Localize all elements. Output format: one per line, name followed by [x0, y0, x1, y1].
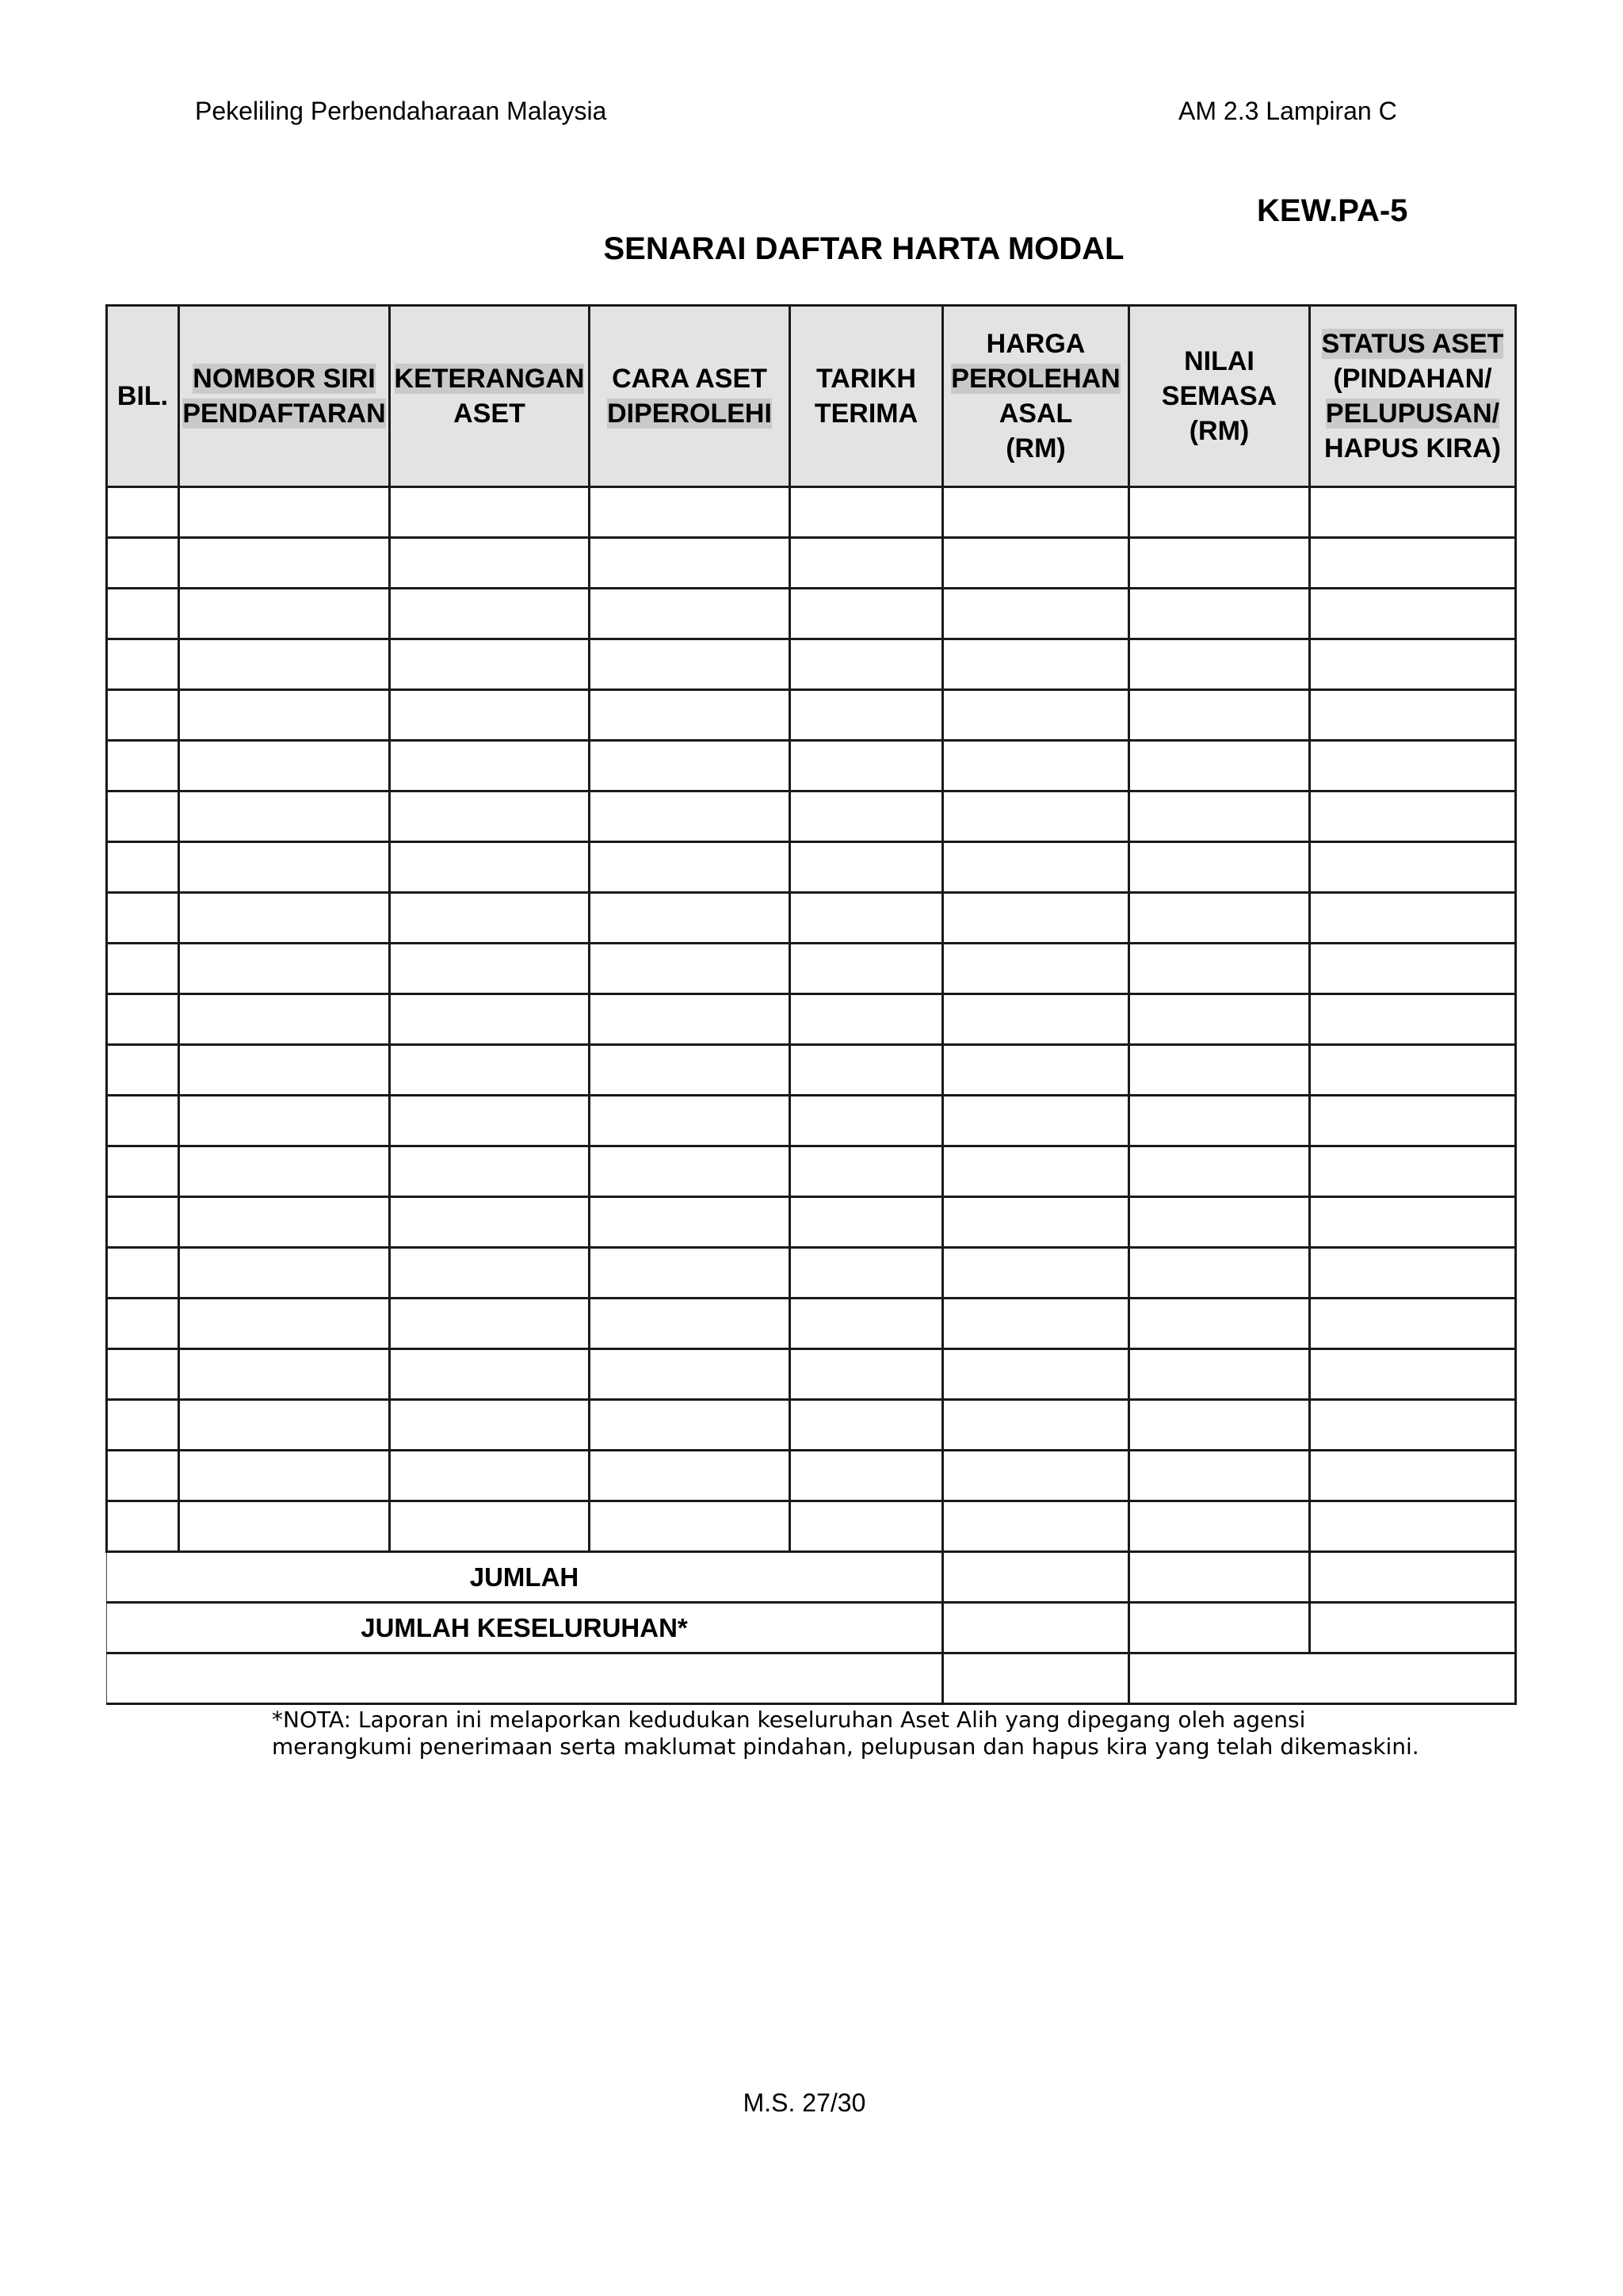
table-cell [390, 893, 590, 944]
table-row [107, 487, 1516, 538]
table-cell [1129, 741, 1310, 791]
table-row [107, 1248, 1516, 1299]
table-cell [790, 842, 943, 893]
table-header-row [107, 306, 1516, 487]
table-cell [1129, 1146, 1310, 1197]
table-row [107, 842, 1516, 893]
table-cell [1129, 791, 1310, 842]
table-cell [1129, 1501, 1310, 1552]
table-cell [179, 1045, 390, 1096]
table-cell [590, 639, 790, 690]
col-tarikh: TARIKH TERIMA [790, 306, 943, 487]
trailing-cell-harga [943, 1653, 1129, 1704]
table-cell [590, 1248, 790, 1299]
table-cell [179, 741, 390, 791]
table-cell [790, 1146, 943, 1197]
table-cell [943, 1045, 1129, 1096]
table-cell [179, 1400, 390, 1451]
table-cell [1310, 589, 1516, 639]
table-cell [390, 741, 590, 791]
jumlah-keseluruhan-label: JUMLAH KESELURUHAN* [107, 1603, 943, 1653]
table-cell [1129, 1248, 1310, 1299]
table-cell [943, 1349, 1129, 1400]
table-cell [590, 1299, 790, 1349]
table-cell [1129, 538, 1310, 589]
table-cell [943, 791, 1129, 842]
table-cell [179, 538, 390, 589]
table-cell [1310, 1451, 1516, 1501]
table-cell [179, 1299, 390, 1349]
table-cell [1310, 994, 1516, 1045]
table-cell [790, 1299, 943, 1349]
table-cell [590, 1045, 790, 1096]
table-cell [1129, 639, 1310, 690]
table-cell [390, 1146, 590, 1197]
table-cell [590, 944, 790, 994]
table-cell [390, 842, 590, 893]
table-cell [107, 842, 179, 893]
header-reference: AM 2.3 Lampiran C [1178, 97, 1397, 125]
table-cell [1310, 1146, 1516, 1197]
table-row [107, 1197, 1516, 1248]
table-cell [390, 538, 590, 589]
table-cell [1129, 893, 1310, 944]
table-cell [179, 791, 390, 842]
table-cell [790, 893, 943, 944]
jumlah-label: JUMLAH [107, 1552, 943, 1603]
table-cell [179, 1248, 390, 1299]
table-cell [107, 1451, 179, 1501]
table-cell [943, 893, 1129, 944]
form-code: KEW.PA-5 [1257, 193, 1408, 228]
table-cell [943, 1501, 1129, 1552]
table-cell [1310, 741, 1516, 791]
table-cell [390, 1451, 590, 1501]
table-cell [390, 589, 590, 639]
table-cell [943, 1451, 1129, 1501]
table-cell [790, 1451, 943, 1501]
table-cell [107, 690, 179, 741]
table-cell [1310, 1096, 1516, 1146]
table-row [107, 791, 1516, 842]
cell-keseluruhan-harga [943, 1603, 1129, 1653]
table-cell [943, 1146, 1129, 1197]
table-cell [1310, 791, 1516, 842]
table-cell [390, 1400, 590, 1451]
table-cell [790, 741, 943, 791]
jumlah-keseluruhan-row [107, 1603, 1516, 1653]
cell-keseluruhan-status [1310, 1603, 1516, 1653]
table-cell [590, 538, 790, 589]
table-cell [1310, 1197, 1516, 1248]
table-cell [790, 1197, 943, 1248]
table-cell [179, 994, 390, 1045]
table-cell [790, 994, 943, 1045]
table-cell [1129, 1400, 1310, 1451]
table-cell [107, 1197, 179, 1248]
table-cell [179, 487, 390, 538]
table-cell [943, 487, 1129, 538]
table-row [107, 1501, 1516, 1552]
table-row [107, 893, 1516, 944]
table-cell [1129, 842, 1310, 893]
table-cell [790, 639, 943, 690]
jumlah-row [107, 1552, 1516, 1603]
table-cell [790, 1096, 943, 1146]
table-cell [943, 994, 1129, 1045]
table-cell [107, 538, 179, 589]
table-cell [390, 1045, 590, 1096]
table-cell [1129, 690, 1310, 741]
table-row [107, 1451, 1516, 1501]
table-cell [179, 690, 390, 741]
table-cell [1129, 994, 1310, 1045]
table-cell [107, 1248, 179, 1299]
table-cell [1129, 589, 1310, 639]
cell-jumlah-nilai [1129, 1552, 1310, 1603]
table-cell [390, 994, 590, 1045]
table-cell [390, 1299, 590, 1349]
page-title: SENARAI DAFTAR HARTA MODAL [603, 231, 1125, 266]
table-cell [590, 487, 790, 538]
footnote [272, 1707, 1419, 1760]
table-cell [790, 690, 943, 741]
table-cell [179, 589, 390, 639]
cell-keseluruhan-nilai [1129, 1603, 1310, 1653]
table-cell [590, 690, 790, 741]
table-cell [179, 1451, 390, 1501]
table-cell [179, 1146, 390, 1197]
table-cell [107, 487, 179, 538]
table-cell [107, 1146, 179, 1197]
table-cell [179, 1349, 390, 1400]
table-cell [390, 1349, 590, 1400]
table-cell [590, 1501, 790, 1552]
table-cell [179, 639, 390, 690]
table-row [107, 589, 1516, 639]
table-row [107, 994, 1516, 1045]
trailing-cell-label [107, 1653, 943, 1704]
table-cell [943, 1299, 1129, 1349]
table-cell [179, 893, 390, 944]
table-cell [107, 1400, 179, 1451]
table-row [107, 1045, 1516, 1096]
table-cell [1129, 487, 1310, 538]
table-cell [790, 1349, 943, 1400]
table-cell [390, 1197, 590, 1248]
table-cell [107, 1349, 179, 1400]
table-cell [1310, 538, 1516, 589]
table-cell [179, 1501, 390, 1552]
table-cell [1129, 1197, 1310, 1248]
page-number: M.S. 27/30 [743, 2088, 866, 2117]
table-cell [1310, 1349, 1516, 1400]
table-cell [390, 1248, 590, 1299]
table-cell [1129, 1451, 1310, 1501]
table-cell [590, 994, 790, 1045]
col-nombor-siri: NOMBOR SIRI PENDAFTARAN [179, 306, 390, 487]
table-cell [590, 1197, 790, 1248]
table-cell [107, 994, 179, 1045]
table-cell [1129, 944, 1310, 994]
table-row [107, 1146, 1516, 1197]
table-cell [1310, 1501, 1516, 1552]
table-cell [943, 538, 1129, 589]
table-cell [790, 487, 943, 538]
table-cell [1310, 842, 1516, 893]
table-cell [590, 893, 790, 944]
table-cell [1129, 1096, 1310, 1146]
table-cell [1310, 1248, 1516, 1299]
table-cell [107, 639, 179, 690]
table-cell [107, 791, 179, 842]
table-cell [1310, 1400, 1516, 1451]
table-row [107, 1299, 1516, 1349]
table-cell [179, 1096, 390, 1146]
table-cell [107, 1045, 179, 1096]
table-cell [179, 944, 390, 994]
table-cell [1310, 690, 1516, 741]
table-cell [590, 1096, 790, 1146]
table-row [107, 1096, 1516, 1146]
col-harga: HARGA PEROLEHAN ASAL (RM) [943, 306, 1129, 487]
table-cell [790, 791, 943, 842]
table-cell [790, 1248, 943, 1299]
table-cell [590, 1451, 790, 1501]
table-cell [943, 639, 1129, 690]
table-cell [107, 1299, 179, 1349]
table-cell [1310, 1045, 1516, 1096]
col-keterangan: KETERANGAN ASET [390, 306, 590, 487]
table-cell [790, 944, 943, 994]
table-cell [390, 487, 590, 538]
table-cell [790, 1501, 943, 1552]
table-row [107, 538, 1516, 589]
asset-register-table [105, 304, 1517, 1705]
table-cell [790, 1045, 943, 1096]
table-cell [107, 741, 179, 791]
table-cell [943, 1197, 1129, 1248]
table-cell [1310, 487, 1516, 538]
table-cell [790, 1400, 943, 1451]
table-cell [1129, 1299, 1310, 1349]
table-cell [943, 1400, 1129, 1451]
table-cell [943, 842, 1129, 893]
table-cell [390, 791, 590, 842]
table-cell [107, 1501, 179, 1552]
col-bil: BIL. [107, 306, 179, 487]
footnote-line-1: *NOTA: Laporan ini melaporkan kedudukan keseluruhan Aset Alih yang dipegang oleh agensi [272, 1707, 1306, 1733]
table-cell [943, 1096, 1129, 1146]
table-cell [107, 1096, 179, 1146]
table-cell [107, 589, 179, 639]
table-cell [1310, 1299, 1516, 1349]
table-cell [179, 1197, 390, 1248]
table-cell [790, 538, 943, 589]
table-cell [590, 1146, 790, 1197]
cell-jumlah-harga [943, 1552, 1129, 1603]
table-row [107, 944, 1516, 994]
table-cell [590, 589, 790, 639]
table-cell [590, 1400, 790, 1451]
trailing-row [107, 1653, 1516, 1704]
table-row [107, 741, 1516, 791]
table-cell [1129, 1349, 1310, 1400]
table-cell [1310, 893, 1516, 944]
table-cell [943, 690, 1129, 741]
table-cell [390, 690, 590, 741]
table-cell [943, 944, 1129, 994]
table-cell [943, 1248, 1129, 1299]
table-cell [790, 589, 943, 639]
col-nilai: NILAI SEMASA (RM) [1129, 306, 1310, 487]
table-cell [1129, 1045, 1310, 1096]
table-cell [1310, 639, 1516, 690]
table-cell [590, 1349, 790, 1400]
table-row [107, 690, 1516, 741]
table-row [107, 1349, 1516, 1400]
table-cell [390, 1501, 590, 1552]
col-cara-aset: CARA ASET DIPEROLEHI [590, 306, 790, 487]
table-cell [390, 944, 590, 994]
table-cell [1310, 944, 1516, 994]
table-cell [943, 589, 1129, 639]
col-status: STATUS ASET (PINDAHAN/ PELUPUSAN/ HAPUS KIRA) [1310, 306, 1516, 487]
table-cell [590, 741, 790, 791]
table-cell [943, 741, 1129, 791]
table-cell [590, 842, 790, 893]
table-row [107, 639, 1516, 690]
table-cell [179, 842, 390, 893]
table-row [107, 1400, 1516, 1451]
table-cell [107, 944, 179, 994]
table-cell [390, 639, 590, 690]
table-cell [107, 893, 179, 944]
header-publication: Pekeliling Perbendaharaan Malaysia [195, 97, 607, 125]
cell-jumlah-status [1310, 1552, 1516, 1603]
trailing-cell-rest [1129, 1653, 1516, 1704]
table-cell [390, 1096, 590, 1146]
table-cell [590, 791, 790, 842]
footnote-line-2: merangkumi penerimaan serta maklumat pindahan, pelupusan dan hapus kira yang telah dikemaskini. [272, 1733, 1419, 1760]
